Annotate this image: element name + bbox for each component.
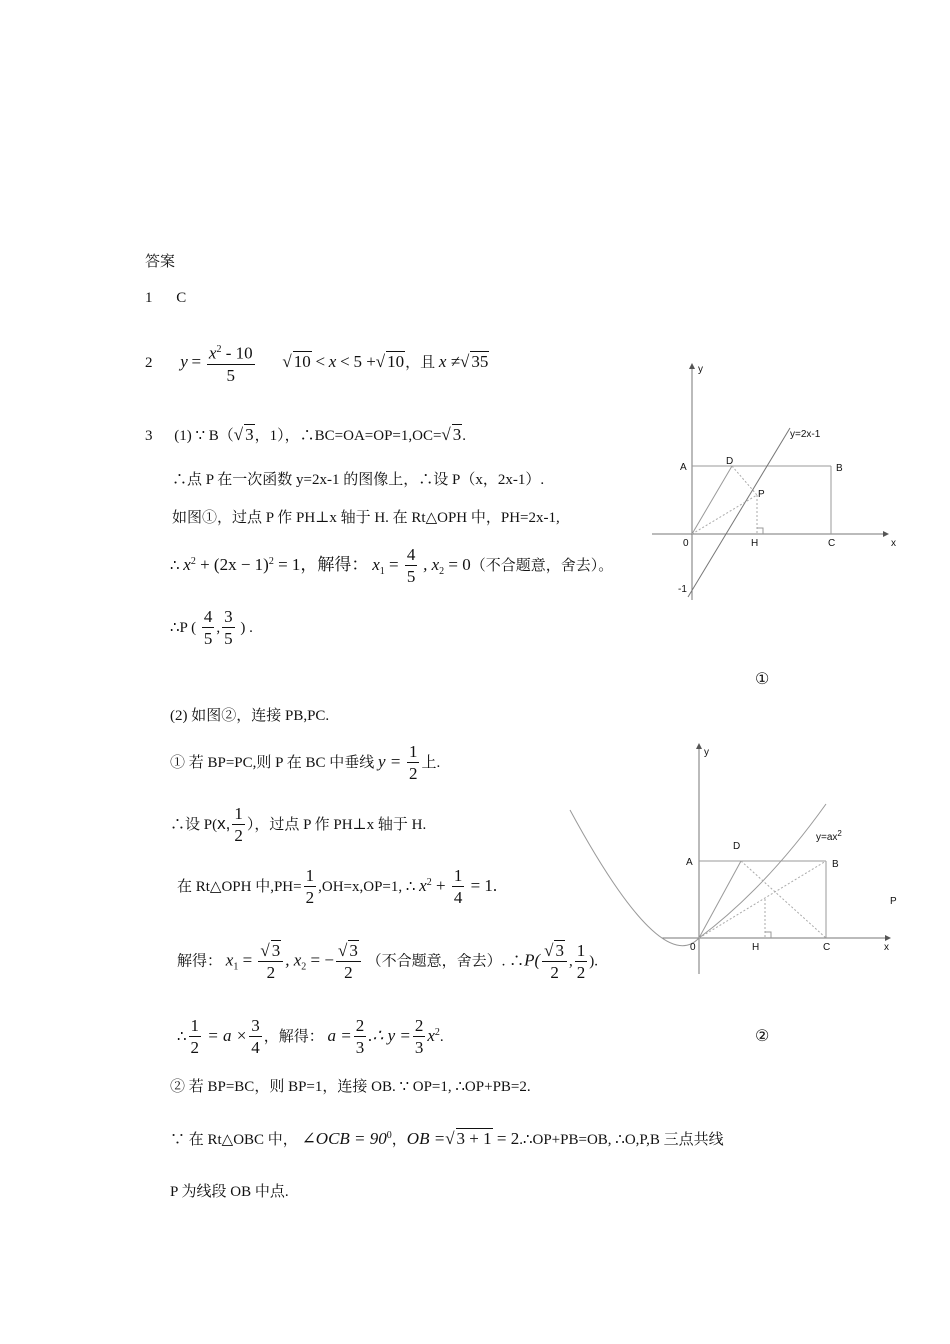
q3-p2-l5-f: x xyxy=(427,1025,435,1045)
q3-p2-l5-b: = a × xyxy=(203,1025,248,1045)
q3-l4-x2: , x xyxy=(423,554,440,574)
fig1-label-line: y=2x-1 xyxy=(790,429,821,440)
q3-l5-frac2 xyxy=(222,607,235,650)
q3-p2-l5-g: . xyxy=(439,1028,444,1045)
q2-lt1: < xyxy=(315,351,326,371)
q3-p2-l4-frac2: $\frac{√ 3}{2}$ xyxy=(336,940,361,984)
fig1-label-A: A xyxy=(680,462,687,473)
fig2-label-H: H xyxy=(752,942,760,953)
q3-l1-b: ，1），∴BC=OA=OP=1,OC= xyxy=(254,428,442,444)
fig2-label-curve-text: y=ax xyxy=(816,832,838,843)
q3-p2-l5-d4: 3 xyxy=(414,1038,424,1057)
q2-y: y xyxy=(180,351,188,371)
q3-p2-l5-n1: 1 xyxy=(190,1016,200,1035)
q3-p3-l2-c: = 2 xyxy=(492,1129,520,1148)
q3-p3-l2-d: .∴OP+PB=OB, ∴O,P,B 三点共线 xyxy=(519,1132,724,1148)
q3-p2-l5-n3: 2 xyxy=(355,1016,365,1035)
q3-p2-l3-b: ,OH=x,OP=1, ∴ xyxy=(318,878,416,895)
q2-num-rest: - 10 xyxy=(221,343,253,363)
fig2-label-curve-sup: 2 xyxy=(837,829,842,838)
q3-p2-l5-d1: 2 xyxy=(190,1038,200,1057)
q3-line2: ∴点 P 在一次函数 y=2x-1 的图像上，∴设 P（x，2x-1）. xyxy=(172,472,545,488)
q3-p2-l2-x: x, xyxy=(217,813,231,833)
q3-p2-l5-frac4 xyxy=(413,1016,426,1059)
q3-p2-l3-d: 2 xyxy=(305,888,315,907)
q1-answer: C xyxy=(176,290,187,306)
q3-p2-l5-e: .∴ y = xyxy=(368,1025,411,1045)
q3-p2-l1-d: 2 xyxy=(408,764,418,783)
q2-den: 5 xyxy=(226,365,235,385)
figure-1 xyxy=(648,360,908,610)
q2-line: 2 y = $\frac{x^2 - 10}{5}$ √ 10 < x < 5 +√ 10，且 x ≠√ 35 xyxy=(145,340,489,386)
fig1-label-C: C xyxy=(828,538,836,549)
q3-l4-eq: + (2x − 1) xyxy=(195,554,269,574)
fig2-segment-OD xyxy=(699,861,741,938)
q3-l4-num: 4 xyxy=(406,545,416,564)
q3-p3-l2-ang: ∠OCB = 90 xyxy=(301,1129,387,1148)
q2-lt2: < xyxy=(340,351,350,371)
q3-l1-sqrt3b: 3 xyxy=(452,425,462,444)
q3-p2-l4-n3: 3 xyxy=(555,941,564,960)
q2-eq: = xyxy=(191,351,202,371)
fig2-label-C: C xyxy=(823,942,831,953)
q3-p2-l4-end: ). xyxy=(589,953,598,970)
figure-2-caption: ② xyxy=(755,1028,770,1045)
q3-p2-l5-d3: 3 xyxy=(355,1038,365,1057)
q2-fraction: $\frac{x^2 - 10}{5}$ xyxy=(207,340,255,387)
fig1-label-H: H xyxy=(751,538,759,549)
fig2-right-angle xyxy=(765,932,771,938)
fig1-right-angle xyxy=(757,528,763,534)
q3-p2-l4-x1: x xyxy=(225,950,234,970)
answer-heading: 答案 xyxy=(145,254,176,270)
q1-number: 1 xyxy=(145,290,153,306)
fig1-label-y: y xyxy=(698,364,703,375)
figure-2 xyxy=(566,738,906,982)
fig2-label-x: x xyxy=(884,942,889,953)
q3-p3-line1: ② 若 BP=BC，则 BP=1，连接 OB. ∵ OP=1, ∴OP+PB=2. xyxy=(170,1079,531,1095)
q3-p2-line3: 在 Rt△OPH 中,PH= $\frac{1}{2}$ ,OH=x,OP=1, ∴ $x^2$ + $\frac{1}{4}$ = 1. xyxy=(177,866,498,907)
q3-p3-l2-ob: OB = xyxy=(406,1129,446,1148)
q3-p2-l4-d: 2 xyxy=(266,963,276,982)
q3-p2-l3-frac2 xyxy=(452,866,465,909)
q3-l4-zero: = 0 xyxy=(444,554,471,574)
q3-p2-l3-c: + xyxy=(431,875,450,895)
q3-l5-b: ) . xyxy=(240,619,253,636)
q3-p2-l4-note: （不合题意，舍去）. ∴ xyxy=(366,953,525,970)
q3-p2-l4-d3: 2 xyxy=(550,963,559,982)
fig2-label-P: P xyxy=(890,896,897,907)
q3-line3: 如图①，过点 P 作 PH⊥x 轴于 H. 在 Rt△OPH 中，PH=2x-1, xyxy=(172,510,560,526)
q3-l4-den: 5 xyxy=(406,567,416,586)
q3-p2-l4-n2: 3 xyxy=(349,941,358,960)
q3-p2-l5-c: ，解得： xyxy=(263,1028,324,1045)
q3-p2-l3-a: 在 Rt△OPH 中,PH= xyxy=(177,878,302,895)
q3-line1: 3 (1) ∵ B（√ 3，1），∴BC=OA=OP=1,OC=√ 3. xyxy=(145,425,467,444)
q3-part2-intro: (2) 如图②，连接 PB,PC. xyxy=(170,708,330,724)
q3-p2-l4-a: 解得： xyxy=(177,953,223,970)
q3-line4: ∴ $x^2 + (2x - 1)^2 = 1$，解得： $x_1$ = $\frac{4}{5}$ , $x_2 = 0$（不合题意，舍去）。 xyxy=(170,545,614,586)
fig2-label-O: 0 xyxy=(690,942,696,953)
q3-l1-c: . xyxy=(462,428,467,444)
fig1-segment-OP xyxy=(692,495,757,534)
q3-p2-l5-a: ∴ xyxy=(177,1028,187,1045)
q3-l5-d1: 5 xyxy=(203,629,213,648)
q2-x2: x xyxy=(328,351,337,371)
fig2-label-B: B xyxy=(832,859,839,870)
fig2-segment-DC xyxy=(741,861,826,938)
q3-l4-eqsign: = xyxy=(384,554,403,574)
q3-p3-line3: P 为线段 OB 中点. xyxy=(170,1184,289,1200)
q3-l4-x1: x xyxy=(372,554,380,574)
q3-p2-l2-b: ），过点 P 作 PH⊥x 轴于 H. xyxy=(246,816,427,833)
q3-l5-a: ∴P ( xyxy=(170,619,197,636)
q3-l4-eq2: = 1，解得： xyxy=(273,554,369,574)
q2-five-plus: 5 + xyxy=(353,351,376,371)
q3-p2-l4-n: 3 xyxy=(271,941,281,960)
q3-p2-l4-d4: 2 xyxy=(576,962,586,982)
figure-1-caption: ① xyxy=(755,671,770,688)
q3-p2-l4-d2: 2 xyxy=(344,963,353,982)
q3-p3-l2-b: ， xyxy=(391,1132,407,1148)
q3-p2-l4-P: P( xyxy=(524,950,541,970)
fig1-segment-OD xyxy=(692,466,732,534)
q2-x: x xyxy=(208,343,217,363)
q3-l4-therefore: ∴ xyxy=(170,557,180,574)
q3-p2-line1 xyxy=(170,742,440,790)
q3-l5-frac1 xyxy=(202,607,215,650)
q3-l5-d2: 5 xyxy=(224,629,233,648)
fig2-label-A: A xyxy=(686,857,693,868)
q3-p2-l5-d2: 4 xyxy=(251,1038,260,1057)
q2-number: 2 xyxy=(145,354,153,371)
q3-p2-l5-frac2 xyxy=(249,1016,262,1059)
fig1-label-P: P xyxy=(758,489,765,500)
q3-p2-l5-d: a = xyxy=(327,1025,352,1045)
q3-p2-l5-frac1 xyxy=(189,1016,202,1059)
q3-p3-l2-rad: 3 + 1 xyxy=(456,1129,492,1148)
q3-p2-l4-x2: , x xyxy=(285,950,302,970)
fig1-label-D: D xyxy=(726,456,734,467)
q3-l4-frac xyxy=(405,545,418,588)
q3-p2-l1-n: 1 xyxy=(408,742,418,761)
q3-p2-l3-frac xyxy=(304,866,317,909)
q3-p2-l3-n2: 1 xyxy=(453,866,463,885)
q3-l5-n2: 3 xyxy=(224,607,233,626)
q3-p2-l5-n2: 3 xyxy=(251,1016,260,1035)
fig1-label-x: x xyxy=(891,538,896,549)
q3-p2-l2-n: 1 xyxy=(234,804,243,823)
q3-p2-l2-d: 2 xyxy=(234,826,243,845)
fig2-segment-OB xyxy=(699,861,826,938)
q3-p3-line2: ∵ 在 Rt△OBC 中， ∠OCB = $90^0$，OB =√ 3 + 1 = 2.∴OP+PB=OB, ∴O,P,B 三点共线 xyxy=(170,1129,724,1148)
q3-p2-l4-frac3: $\frac{√ 3}{2}$ xyxy=(542,940,567,984)
q3-l4-note: （不合题意，舍去）。 xyxy=(470,557,614,574)
q3-p2-l4-minus: = − xyxy=(306,950,334,970)
q3-p2-line2 xyxy=(170,804,426,852)
q3-p2-l2-a: ∴设 P( xyxy=(170,816,218,833)
q3-p3-l2-sup: 0 xyxy=(386,1130,392,1141)
q3-p2-l5-frac3 xyxy=(354,1016,367,1059)
q2-sqrt10a: 10 xyxy=(293,351,311,371)
q3-p2-l2-frac xyxy=(232,804,245,847)
q3-l1-a: (1) ∵ B（ xyxy=(174,428,234,444)
q3-p2-l3-end: = 1. xyxy=(466,875,498,895)
fig1-line xyxy=(688,428,790,597)
fig1-label-neg1: -1 xyxy=(678,584,687,595)
q3-p2-l3-d2: 4 xyxy=(453,888,463,907)
q1-line xyxy=(145,288,186,308)
q3-l1-sqrt3: 3 xyxy=(245,425,254,444)
q3-p2-l1-frac xyxy=(407,742,420,785)
q2-neq: x ≠ xyxy=(438,351,461,371)
q3-p2-l1-b: 上. xyxy=(421,754,441,771)
q3-p2-l1-a: ① 若 BP=PC,则 P 在 BC 中垂线 xyxy=(170,754,375,771)
q3-number: 3 xyxy=(145,428,153,444)
q3-p2-l3-n: 1 xyxy=(305,866,315,885)
fig2-label-curve xyxy=(816,829,842,843)
q3-p2-l1-y: y = xyxy=(377,751,402,771)
fig2-label-D: D xyxy=(733,841,741,852)
q3-p3-l2-a: ∵ 在 Rt△OBC 中， xyxy=(170,1132,298,1148)
q2-sqrt10b: 10 xyxy=(387,351,405,371)
fig1-segment-DP xyxy=(732,466,757,495)
q3-p2-l4-n4: 1 xyxy=(576,940,586,960)
q3-p2-line4: 解得： $x_1$ = $\frac{√ 3}{2}$ , $x_2$ = − $\frac{√ 3}{2}$ （不合题意，舍去）. ∴P( $\frac{√ 3}{2}$ , $\frac{1}{2}$ ). xyxy=(177,940,598,982)
q3-p2-l5-n4: 2 xyxy=(414,1016,424,1035)
q3-line5: ∴P ( $\frac{4}{5}$ , $\frac{3}{5}$ ) . xyxy=(170,607,253,648)
q2-and: ，且 xyxy=(405,354,436,371)
q3-p2-l4-frac1: $\frac{√ 3}{2}$ xyxy=(258,940,283,984)
q3-l5-n1: 4 xyxy=(203,607,213,626)
q2-sqrt35: 35 xyxy=(471,351,489,371)
fig1-label-B: B xyxy=(836,463,843,474)
q3-p2-line5: ∴ $\frac{1}{2}$ = a × $\frac{3}{4}$ ，解得： a = $\frac{2}{3}$ .∴ y = $\frac{2}{3}$ $x^2$. xyxy=(177,1016,444,1057)
fig2-label-y: y xyxy=(704,747,709,758)
fig2-parabola xyxy=(570,804,826,946)
fig1-label-O: 0 xyxy=(683,538,689,549)
